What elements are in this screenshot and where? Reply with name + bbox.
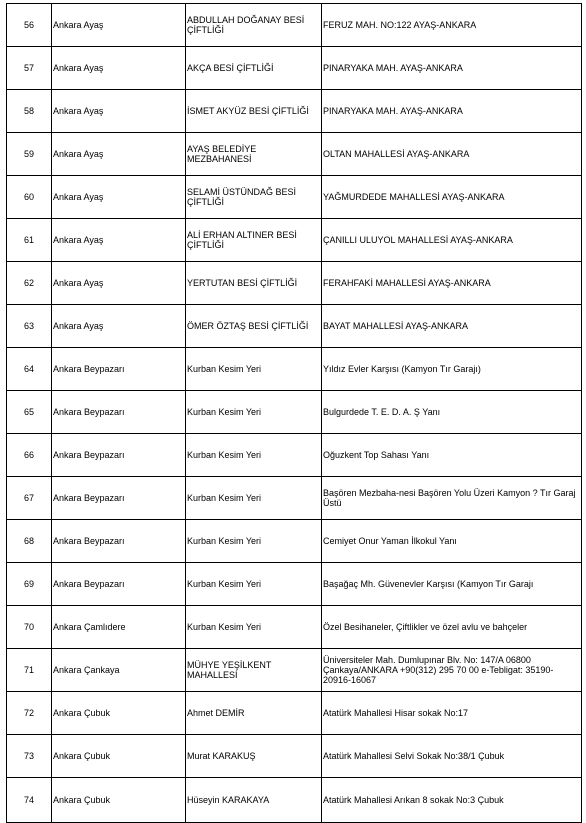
cell-row-number: 64 <box>7 348 52 391</box>
cell-site-name: SELAMİ ÜSTÜNDAĞ BESİ ÇİFTLİĞİ <box>186 176 322 219</box>
cell-row-number: 57 <box>7 47 52 90</box>
cell-row-number: 67 <box>7 477 52 520</box>
cell-address: ÇANILLI ULUYOL MAHALLESİ AYAŞ-ANKARA <box>322 219 582 262</box>
cell-site-name: Kurban Kesim Yeri <box>186 391 322 434</box>
cell-site-name: Hüseyin KARAKAYA <box>186 778 322 823</box>
cell-row-number: 56 <box>7 4 52 47</box>
cell-row-number: 66 <box>7 434 52 477</box>
table-row <box>7 778 582 823</box>
table-row <box>7 262 582 305</box>
cell-location: Ankara Ayaş <box>52 133 186 176</box>
table-row <box>7 735 582 778</box>
cell-location: Ankara Çankaya <box>52 649 186 692</box>
cell-row-number: 69 <box>7 563 52 606</box>
cell-address: PINARYAKA MAH. AYAŞ-ANKARA <box>322 90 582 133</box>
table-row <box>7 90 582 133</box>
cell-site-name: Kurban Kesim Yeri <box>186 348 322 391</box>
table-row <box>7 692 582 735</box>
cell-location: Ankara Çamlıdere <box>52 606 186 649</box>
cell-address: Atatürk Mahallesi Selvi Sokak No:38/1 Çubuk <box>322 735 582 778</box>
table-row <box>7 606 582 649</box>
cell-site-name: İSMET AKYÜZ BESİ ÇİFTLİĞİ <box>186 90 322 133</box>
cell-address: Başören Mezbaha-nesi Başören Yolu Üzeri Kamyon ? Tır Garaj Üstü <box>322 477 582 520</box>
table-row <box>7 47 582 90</box>
cell-site-name: AKÇA BESİ ÇİFTLİĞİ <box>186 47 322 90</box>
cell-location: Ankara Beypazarı <box>52 391 186 434</box>
cell-location: Ankara Çubuk <box>52 735 186 778</box>
cell-location: Ankara Beypazarı <box>52 434 186 477</box>
cell-address: YAĞMURDEDE MAHALLESİ AYAŞ-ANKARA <box>322 176 582 219</box>
cell-address: FERAHFAKİ MAHALLESİ AYAŞ-ANKARA <box>322 262 582 305</box>
cell-address: PINARYAKA MAH. AYAŞ-ANKARA <box>322 47 582 90</box>
cell-row-number: 65 <box>7 391 52 434</box>
cell-address: Bulgurdede T. E. D. A. Ş Yanı <box>322 391 582 434</box>
table-row <box>7 133 582 176</box>
cell-location: Ankara Ayaş <box>52 90 186 133</box>
table-row <box>7 219 582 262</box>
cell-address: Özel Besihaneler, Çiftlikler ve özel avlu ve bahçeler <box>322 606 582 649</box>
cell-address: Cemiyet Onur Yaman İlkokul Yanı <box>322 520 582 563</box>
cell-site-name: Murat KARAKUŞ <box>186 735 322 778</box>
cell-site-name: Kurban Kesim Yeri <box>186 434 322 477</box>
cell-site-name: MÜHYE YEŞİLKENT MAHALLESİ <box>186 649 322 692</box>
cell-site-name: Ahmet DEMİR <box>186 692 322 735</box>
cell-address: OLTAN MAHALLESİ AYAŞ-ANKARA <box>322 133 582 176</box>
cell-row-number: 73 <box>7 735 52 778</box>
cell-address: Oğuzkent Top Sahası Yanı <box>322 434 582 477</box>
cell-row-number: 63 <box>7 305 52 348</box>
cell-location: Ankara Ayaş <box>52 47 186 90</box>
cell-row-number: 62 <box>7 262 52 305</box>
cell-site-name: ÖMER ÖZTAŞ BESİ ÇİFTLİĞİ <box>186 305 322 348</box>
cell-location: Ankara Ayaş <box>52 219 186 262</box>
cell-row-number: 60 <box>7 176 52 219</box>
cell-row-number: 59 <box>7 133 52 176</box>
cell-site-name: ALİ ERHAN ALTINER BESİ ÇİFTLİĞİ <box>186 219 322 262</box>
table-row <box>7 520 582 563</box>
cell-location: Ankara Ayaş <box>52 262 186 305</box>
cell-address: Yıldız Evler Karşısı (Kamyon Tır Garajı) <box>322 348 582 391</box>
cell-location: Ankara Ayaş <box>52 4 186 47</box>
cell-location: Ankara Ayaş <box>52 176 186 219</box>
cell-address: Başağaç Mh. Güvenevler Karşısı (Kamyon Tır Garajı <box>322 563 582 606</box>
cell-address: Atatürk Mahallesi Hisar sokak No:17 <box>322 692 582 735</box>
cell-location: Ankara Beypazarı <box>52 348 186 391</box>
cell-site-name: Kurban Kesim Yeri <box>186 520 322 563</box>
cell-row-number: 61 <box>7 219 52 262</box>
table-row <box>7 563 582 606</box>
cell-site-name: Kurban Kesim Yeri <box>186 477 322 520</box>
cell-address: Atatürk Mahallesi Arıkan 8 sokak No:3 Çubuk <box>322 778 582 823</box>
table-body <box>7 4 582 823</box>
cell-address: Üniversiteler Mah. Dumlupınar Blv. No: 147/A 06800 Çankaya/ANKARA +90(312) 295 70 00 e-Tebligat: 35190-20916-16067 <box>322 649 582 692</box>
table-row <box>7 434 582 477</box>
cell-site-name: Kurban Kesim Yeri <box>186 563 322 606</box>
table-row <box>7 348 582 391</box>
cell-address: FERUZ MAH. NO:122 AYAŞ-ANKARA <box>322 4 582 47</box>
cell-row-number: 71 <box>7 649 52 692</box>
table-row <box>7 4 582 47</box>
cell-location: Ankara Ayaş <box>52 305 186 348</box>
slaughter-locations-table <box>6 3 582 823</box>
cell-location: Ankara Beypazarı <box>52 477 186 520</box>
cell-row-number: 68 <box>7 520 52 563</box>
table-row <box>7 477 582 520</box>
cell-site-name: Kurban Kesim Yeri <box>186 606 322 649</box>
table-row <box>7 305 582 348</box>
table-row <box>7 649 582 692</box>
cell-row-number: 70 <box>7 606 52 649</box>
cell-row-number: 74 <box>7 778 52 823</box>
cell-location: Ankara Çubuk <box>52 692 186 735</box>
cell-location: Ankara Beypazarı <box>52 563 186 606</box>
cell-site-name: YERTUTAN BESİ ÇİFTLİĞİ <box>186 262 322 305</box>
cell-site-name: AYAŞ BELEDİYE MEZBAHANESİ <box>186 133 322 176</box>
cell-row-number: 72 <box>7 692 52 735</box>
cell-row-number: 58 <box>7 90 52 133</box>
table-row <box>7 176 582 219</box>
table-row <box>7 391 582 434</box>
cell-site-name: ABDULLAH DOĞANAY BESİ ÇİFTLİĞİ <box>186 4 322 47</box>
cell-location: Ankara Beypazarı <box>52 520 186 563</box>
cell-address: BAYAT MAHALLESİ AYAŞ-ANKARA <box>322 305 582 348</box>
cell-location: Ankara Çubuk <box>52 778 186 823</box>
